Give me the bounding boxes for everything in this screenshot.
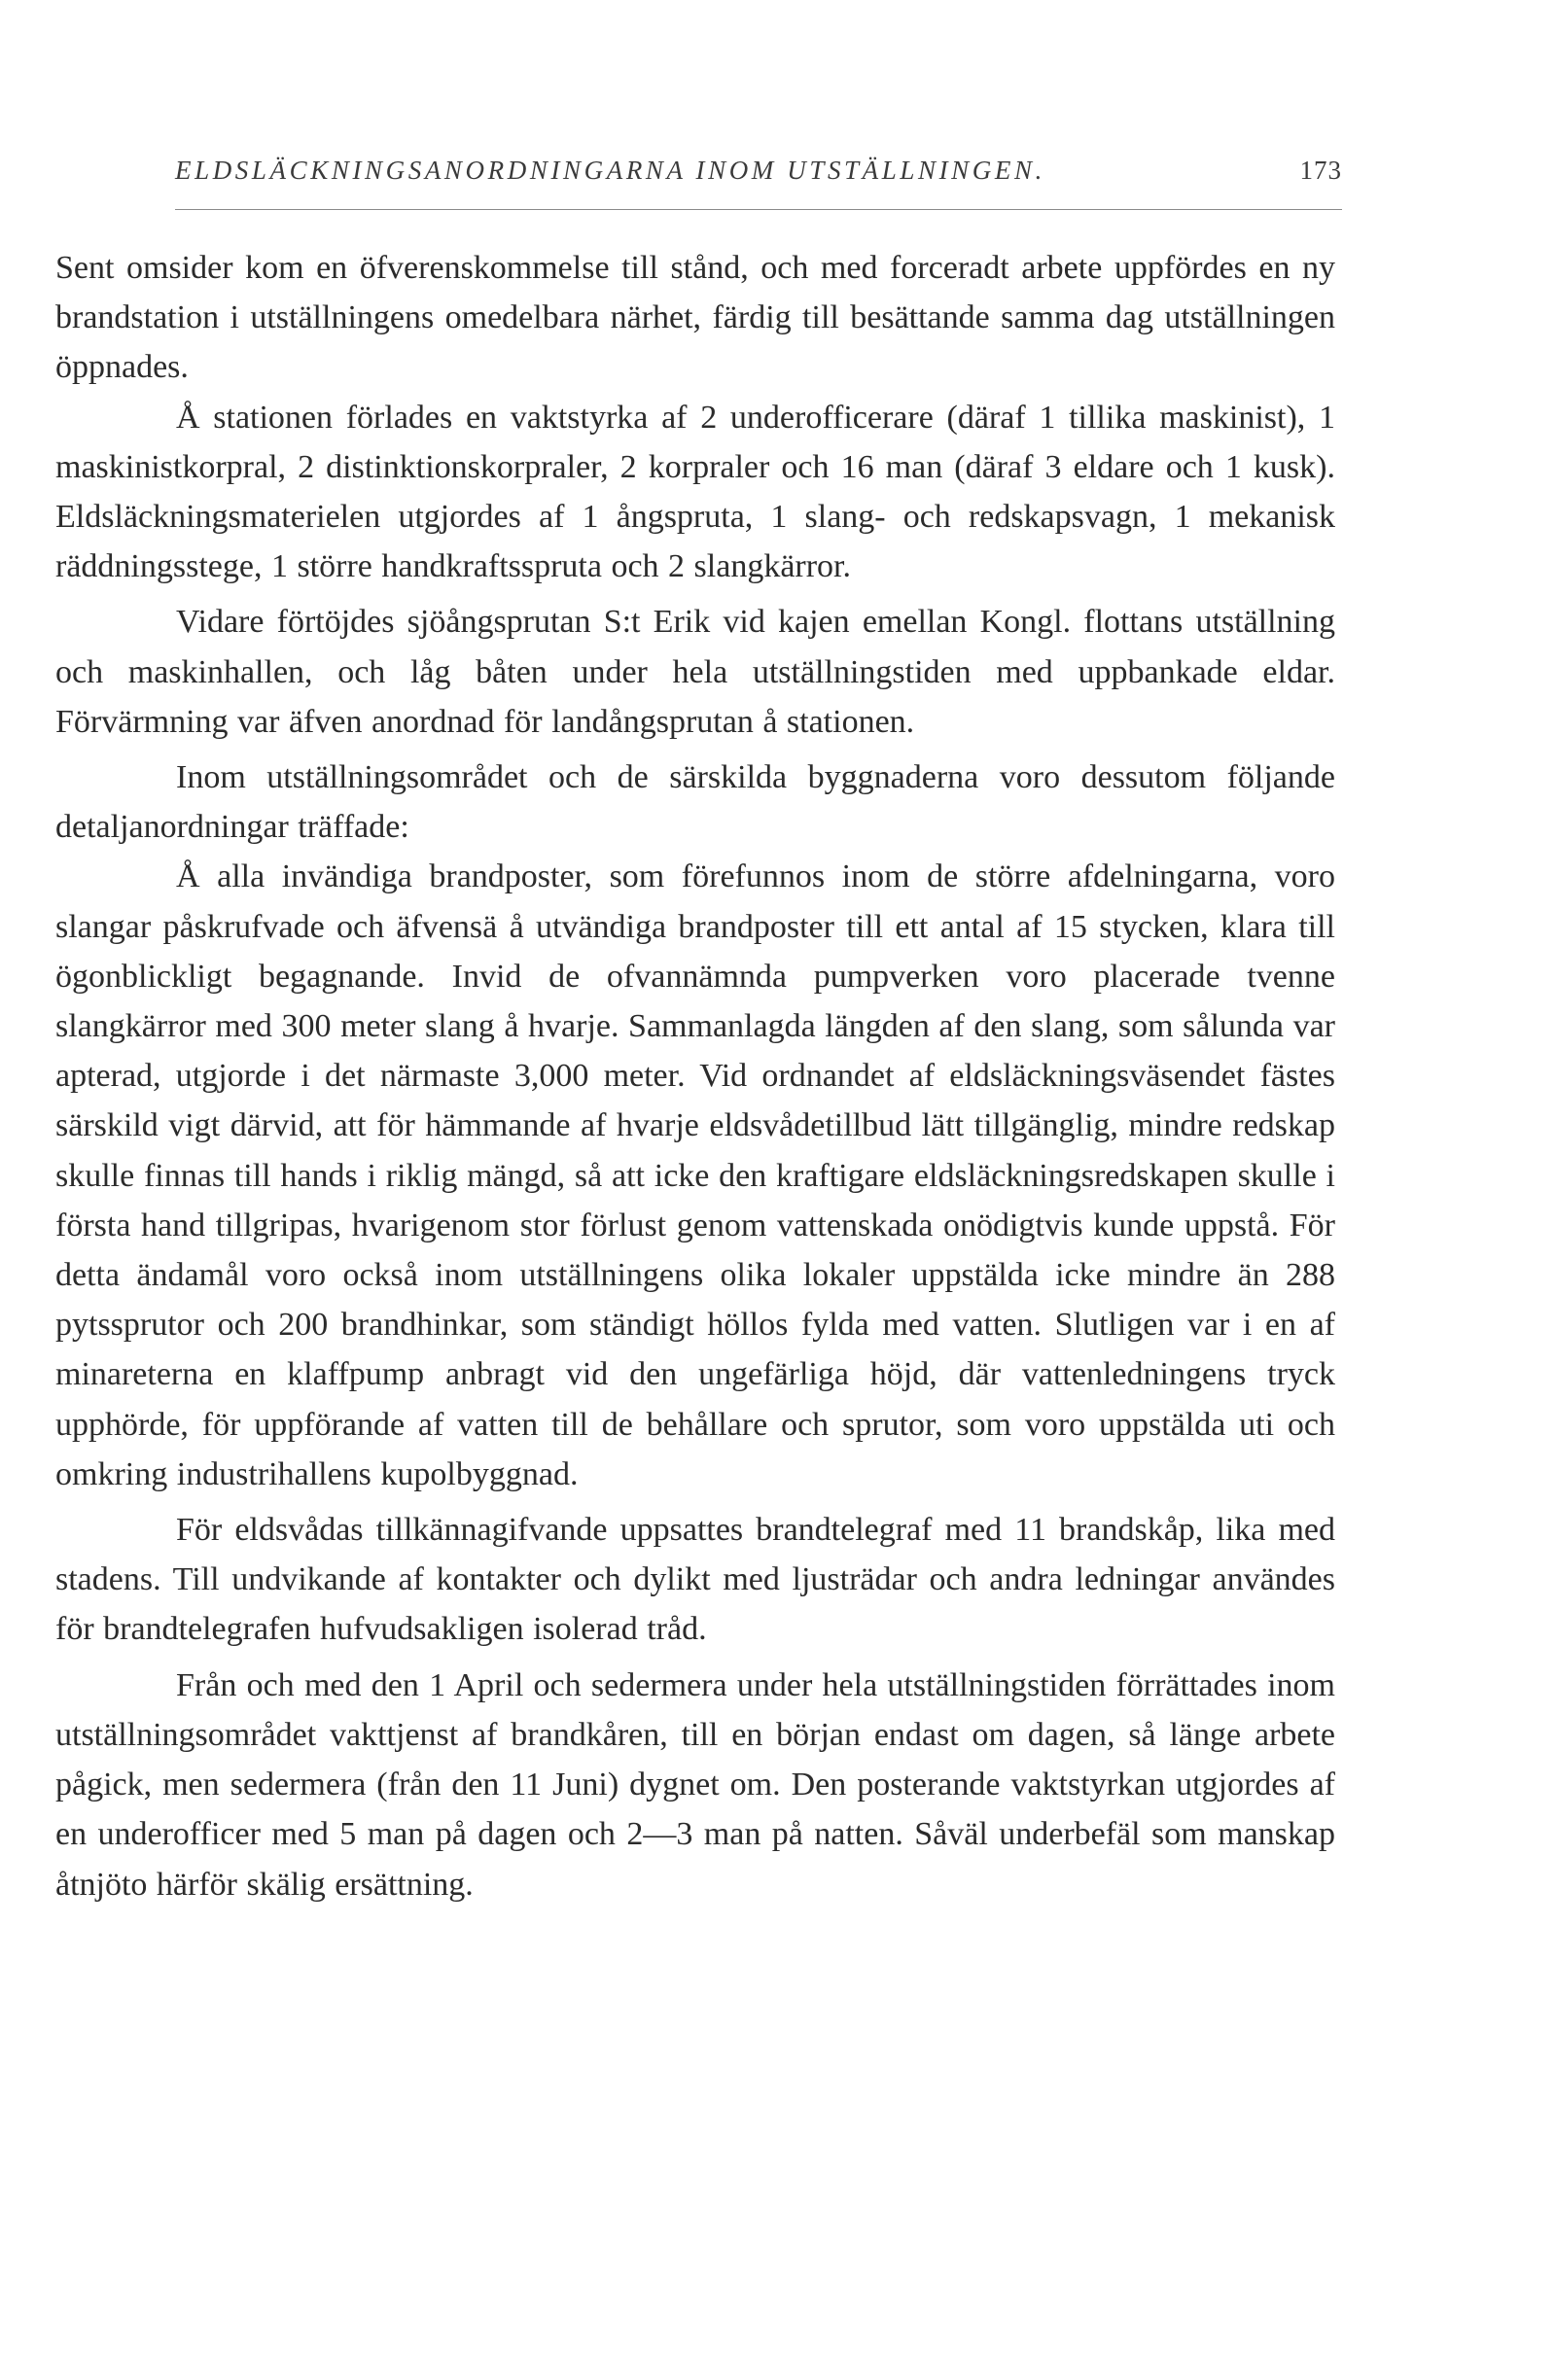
running-title: ELDSLÄCKNINGSANORDNINGARNA INOM UTSTÄLLNINGEN. (175, 156, 1045, 185)
paragraph-vaktstyrka: Å stationen förlades en vaktstyrka af 2 underofficerare (däraf 1 tillika maskinist), 1 maskinistkorpral, 2 distinktionskorpraler, 2 korpraler och 16 man (däraf 3 eldare och 1 kusk). Eldsläckningsmaterielen utgjordes af 1 ångspruta, 1 slang- och redskapsvagn, 1 mekanisk räddningsstege, 1 större handkraftsspruta och 2 slangkärror. (55, 399, 1335, 585)
paragraph-brandposter: Å alla invändiga brandposter, som förefunnos inom de större afdelningarna, voro slangar påskrufvade och äfvensä å utvändiga brandposter till ett antal af 15 stycken, klara till ögonblickligt begagnande. Invid de ofvannämnda pumpverken voro placerade tvenne slangkärror med 300 meter slang å hvarje. Sammanlagda längden af den slang, som sålunda var apterad, utgjorde i det närmaste 3,000 meter. Vid ordnandet af eldsläckningsväsendet fästes särskild vigt därvid, att för hämmande af hvarje eldsvådetillbud lätt tillgänglig, mindre redskap skulle finnas till hands i riklig mängd, så att icke den kraftigare eldsläckningsredskapen skulle i första hand tillgripas, hvarigenom stor förlust genom vattenskada onödigtvis kunde uppstå. För detta ändamål voro också inom utställningens olika lokaler uppstälda icke mindre än 288 pytssprutor och 200 brandhinkar, som ständigt höllos fylda med vatten. Slutligen var i en af minareterna en klaffpump anbragt vid den ungefärliga höjd, där vattenledningens tryck upphörde, för uppförande af vatten till de behållare och sprutor, som voro uppstälda uti och omkring industrihallens kupolbyggnad. (55, 858, 1335, 1492)
header-rule (175, 209, 1342, 210)
paragraph-detaljanordningar: Inom utställningsområdet och de särskilda byggnaderna voro dessutom följande detaljanordningar träffade: (55, 759, 1335, 846)
body-text (55, 243, 1335, 1909)
running-head (175, 156, 1342, 198)
paragraph-brandstation: Sent omsider kom en öfverenskommelse till stånd, och med forceradt arbete uppfördes en ny brandstation i utställningens omedelbara närhet, färdig till besättande samma dag utställningen öppnades. (55, 250, 1335, 386)
paragraph-brandtelegraf: För eldsvådas tillkännagifvande uppsattes brandtelegraf med 11 brandskåp, lika med stadens. Till undvikande af kontakter och dylikt med ljusträdar och andra ledningar användes för brandtelegrafen hufvudsakligen isolerad tråd. (55, 1512, 1335, 1648)
paragraph-vakttjenst: Från och med den 1 April och sedermera under hela utställningstiden förrättades inom utställningsområdet vakttjenst af brandkåren, till en början endast om dagen, så länge arbete pågick, men sedermera (från den 11 Juni) dygnet om. Den posterande vaktstyrkan utgjordes af en underofficer med 5 man på dagen och 2—3 man på natten. Såväl underbefäl som manskap åtnjöto härför skälig ersättning. (55, 1666, 1335, 1903)
paragraph-sjoangspruta: Vidare förtöjdes sjöångsprutan S:t Erik vid kajen emellan Kongl. flottans utställning och maskinhallen, och låg båten under hela utställningstiden med uppbankade eldar. Förvärmning var äfven anordnad för landångsprutan å stationen. (55, 604, 1335, 740)
page-number: 173 (1299, 156, 1342, 185)
